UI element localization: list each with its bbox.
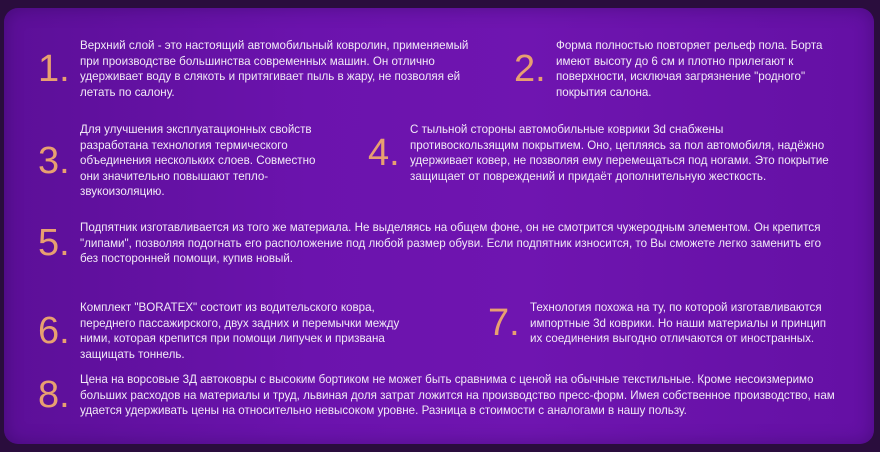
features-panel — [4, 8, 874, 444]
feature-number: 7. — [488, 302, 520, 345]
feature-item-1 — [38, 38, 478, 100]
feature-item-3 — [38, 122, 338, 200]
feature-item-4 — [368, 122, 838, 184]
feature-text: Подпятник изготавливается из того же материала. Не выделяясь на общем фоне, он не смотрится чужеродным элементом. Он крепится "липами", позволяя подогнать его расположение под любой размер обуви. Если подпятник износится, то Вы сможете легко заменить его без посторонней помощи, купив новый. — [80, 221, 822, 266]
feature-number: 3. — [38, 139, 70, 182]
feature-item-5 — [38, 220, 858, 267]
feature-number: 6. — [38, 310, 70, 353]
feature-number: 1. — [38, 48, 70, 91]
feature-number: 2. — [514, 48, 546, 91]
feature-item-7 — [488, 300, 848, 347]
feature-number: 8. — [38, 374, 70, 417]
feature-item-6 — [38, 300, 458, 362]
feature-text: Форма полностью повторяет рельеф пола. Борта имеют высоту до 6 см и плотно прилегают к поверхности, исключая загрязнение "родного" покрытия салона. — [556, 39, 823, 99]
feature-item-2 — [514, 38, 844, 100]
feature-text: Верхний слой - это настоящий автомобильный ковролин, применяемый при производстве большинства современных машин. Он отлично удерживает воду в слякоть и притягивает пыль в жару, не позволяя ей летать по салону. — [80, 39, 469, 99]
feature-text: Для улучшения эксплуатационных свойств разработана технология термического объединения нескольких слоев. Совместно они значительно повышают тепло-звукоизоляцию. — [80, 123, 316, 199]
feature-text: Комплект "BORATEX" состоит из водительского ковра, переднего пассажирского, двух задних и перемычки между ними, которая крепится при помощи липучек и призвана защищать тоннель. — [80, 301, 400, 361]
feature-text: Цена на ворсовые 3Д автоковры с высоким бортиком не может быть сравнима с ценой на обычные текстильные. Кроме несоизмеримо больших расходов на материалы и труд, львиная доля затрат ложится на производство пресс-форм. Имея собственное производство, нам удается удерживать цены на относительно невысоком уровне. Разница в стоимости с аналогами в нашу пользу. — [80, 373, 835, 418]
feature-text: С тыльной стороны автомобильные коврики 3d снабжены противоскользящим покрытием. Оно, цепляясь за пол автомобиля, надёжно удерживает ковер, не позволяя ему перемещаться под ногами. Это покрытие защищает от повреждений и придаёт дополнительную жесткость. — [410, 123, 829, 183]
feature-item-8 — [38, 372, 858, 419]
feature-number: 5. — [38, 222, 70, 265]
feature-text: Технология похожа на ту, по которой изготавливаются импортные 3d коврики. Но наши материалы и принцип их соединения выгодно отличаются от иностранных. — [530, 301, 826, 346]
feature-number: 4. — [368, 132, 400, 175]
